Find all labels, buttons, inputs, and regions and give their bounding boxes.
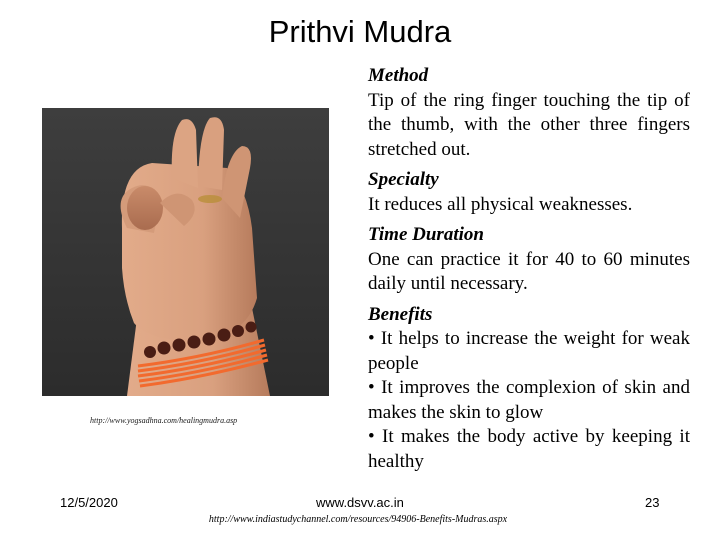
specialty-section <box>368 168 690 217</box>
method-heading: Method <box>368 65 429 86</box>
footer-website: www.dsvv.ac.in <box>316 495 404 510</box>
slide-title: Prithvi Mudra <box>268 14 452 49</box>
specialty-heading: Specialty <box>368 169 439 190</box>
benefit-item: • It helps to increase the weight for weak people <box>368 328 690 374</box>
duration-section <box>368 223 690 297</box>
benefits-section <box>368 303 690 475</box>
slide-number: 23 <box>645 495 660 510</box>
method-section <box>368 64 690 162</box>
mudra-description <box>368 64 690 474</box>
duration-heading: Time Duration <box>368 224 484 245</box>
benefit-item: • It makes the body active by keeping it healthy <box>368 426 690 472</box>
benefits-heading: Benefits <box>368 303 433 325</box>
source-url: http://www.indiastudychannel.com/resources/94906-Benefits-Mudras.aspx <box>208 514 508 525</box>
duration-body: One can practice it for 40 to 60 minutes daily until necessary. <box>368 248 690 294</box>
method-body: Tip of the ring finger touching the tip of the thumb, with the other three fingers stretched out. <box>368 89 690 160</box>
benefit-item: • It improves the complexion of skin and makes the skin to glow <box>368 377 690 423</box>
specialty-body: It reduces all physical weaknesses. <box>368 193 633 215</box>
mudra-hand-photo <box>42 108 329 396</box>
photo-credit-url: http://www.yogsadhna.com/healingmudra.asp <box>90 416 238 425</box>
footer-date: 12/5/2020 <box>60 495 118 510</box>
